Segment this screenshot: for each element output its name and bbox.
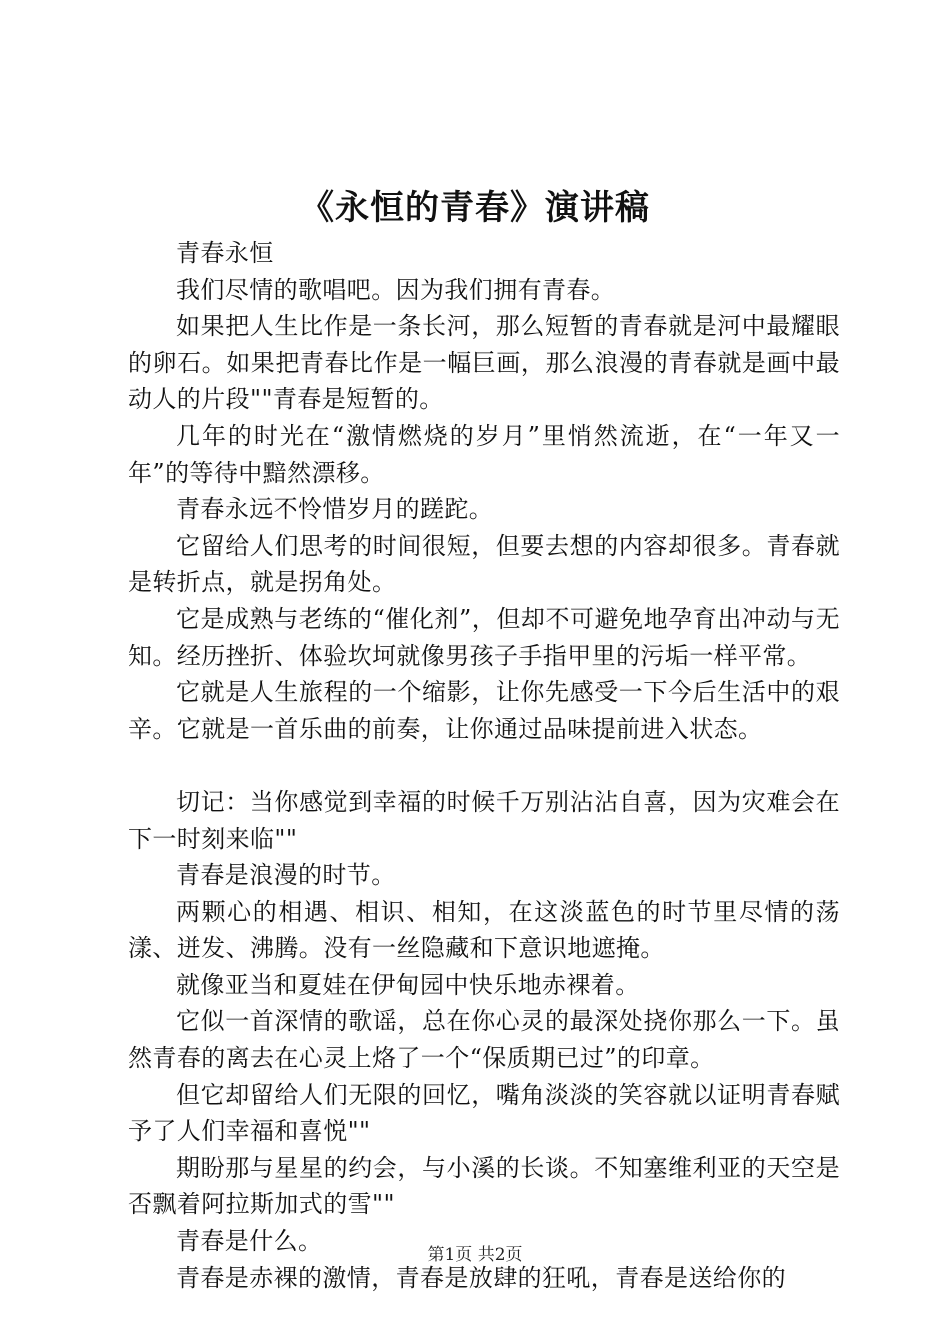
- page-number-footer: 第1页 共2页: [427, 1245, 523, 1265]
- document-title: 《永恒的青春》演讲稿: [300, 188, 650, 228]
- paragraph: 切记：当你感觉到幸福的时候千万别沾沾自喜，因为灾难会在下一时刻来临"": [128, 787, 840, 853]
- paragraph: 如果把人生比作是一条长河，那么短暂的青春就是河中最耀眼的卵石。如果把青春比作是一幅巨画，那么浪漫的青春就是画中最动人的片段""青春是短暂的。: [128, 312, 840, 414]
- paragraph: 青春是浪漫的时节。: [176, 861, 396, 890]
- paragraph: 它似一首深情的歌谣，总在你心灵的最深处挠你那么一下。虽然青春的离去在心灵上烙了一个“保质期已过”的印章。: [128, 1007, 840, 1073]
- paragraph: 我们尽情的歌唱吧。因为我们拥有青春。: [176, 275, 616, 304]
- paragraph: 就像亚当和夏娃在伊甸园中快乐地赤裸着。: [176, 970, 640, 999]
- paragraph: 青春永恒: [176, 239, 274, 267]
- paragraph: 青春是什么。: [176, 1227, 323, 1256]
- document-body: [128, 235, 840, 1296]
- paragraph: 期盼那与星星的约会，与小溪的长谈。不知塞维利亚的天空是否飘着阿拉斯加式的雪"": [128, 1153, 840, 1219]
- paragraph: 但它却留给人们无限的回忆，嘴角淡淡的笑容就以证明青春赋予了人们幸福和喜悦"": [128, 1080, 840, 1146]
- paragraph: 它就是人生旅程的一个缩影，让你先感受一下今后生活中的艰辛。它就是一首乐曲的前奏，让你通过品味提前进入状态。: [128, 678, 840, 743]
- paragraph: 青春是赤裸的激情，青春是放肆的狂吼，青春是送给你的: [176, 1263, 786, 1292]
- paragraph: 青春永远不怜惜岁月的蹉跎。: [176, 495, 494, 524]
- blank-line: [128, 747, 840, 784]
- paragraph: 它留给人们思考的时间很短，但要去想的内容却很多。青春就是转折点，就是拐角处。: [128, 531, 840, 597]
- paragraph: 两颗心的相遇、相识、相知，在这淡蓝色的时节里尽情的荡漾、迸发、沸腾。没有一丝隐藏和下意识地遮掩。: [128, 897, 840, 963]
- paragraph: 它是成熟与老练的“催化剂”，但却不可避免地孕育出冲动与无知。经历挫折、体验坎坷就像男孩子手指甲里的污垢一样平常。: [128, 604, 840, 670]
- paragraph: 几年的时光在“激情燃烧的岁月”里悄然流逝，在“一年又一年”的等待中黯然漂移。: [128, 421, 840, 487]
